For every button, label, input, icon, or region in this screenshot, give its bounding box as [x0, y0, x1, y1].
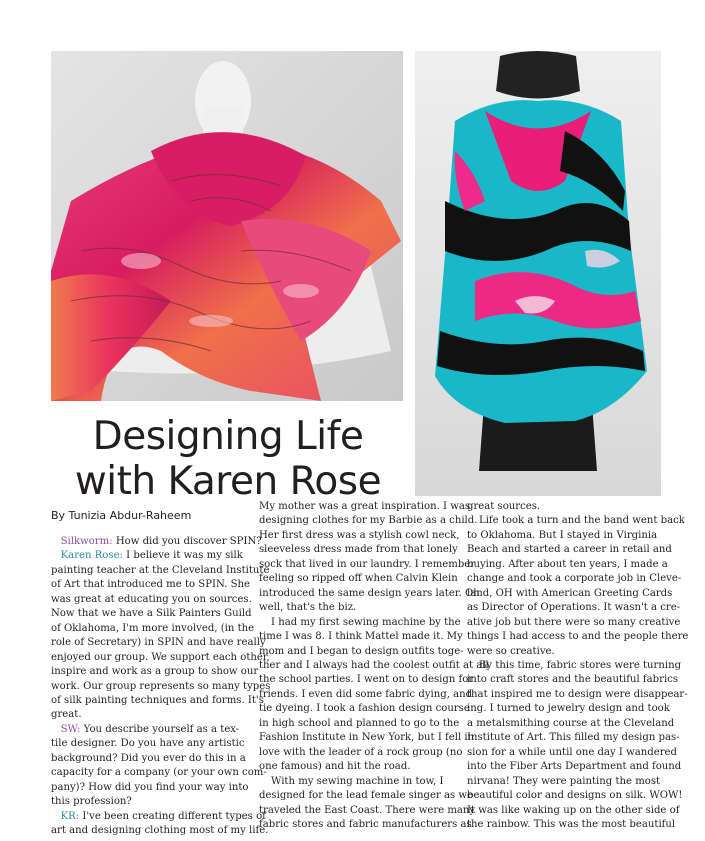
text-line: Institute of Art. This filled my design pas-	[467, 732, 680, 744]
text-line: Life took a turn and the band went back	[479, 515, 685, 527]
text-line: things I had access to and the people there	[467, 631, 689, 643]
text-line: capacity for a company (or your own com-	[51, 767, 267, 779]
byline: By Tunizia Abdur-Raheem	[51, 509, 192, 522]
text-line: pany)? How did you find your way into	[51, 781, 249, 793]
article-column-1	[51, 535, 271, 839]
top-illustration	[415, 51, 661, 496]
article-column-2	[259, 500, 489, 832]
text-line: into the Fiber Arts Department and found	[467, 761, 682, 773]
text-line: nirvana! They were painting the most	[467, 775, 661, 787]
text-line: beautiful color and designs on silk. WOW!	[467, 790, 683, 802]
text-line: buying. After about ten years, I made a	[467, 558, 668, 570]
text-line: well, that's the biz.	[259, 602, 357, 614]
article-column-3	[467, 500, 689, 832]
text-line: sion for a while until one day I wandered	[467, 746, 677, 758]
text-line	[51, 810, 266, 824]
text-line: to Oklahoma. But I stayed in Virginia	[467, 529, 658, 541]
text-line: ther and I always had the coolest outfit at all	[259, 659, 489, 671]
text-line: sock that lived in our laundry. I remember	[259, 558, 476, 570]
text-line: Beach and started a career in retail and	[467, 544, 672, 556]
text-line: of Art that introduced me to SPIN. She	[51, 579, 250, 591]
text-run: How did you discover SPIN?	[112, 536, 262, 547]
text-line: in high school and planned to go to the	[259, 717, 460, 729]
text-line: the school parties. I went on to design for	[259, 674, 474, 686]
text-line: work. Our group represents so many types	[51, 680, 271, 692]
scarf-illustration	[51, 51, 403, 401]
text-line: feeling so ripped off when Calvin Klein	[259, 573, 458, 585]
speaker-label: SW:	[60, 723, 81, 735]
title-line-1: Designing Life	[92, 414, 364, 459]
text-line: love with the leader of a rock group (no	[259, 746, 463, 758]
text-line: designed for the lead female singer as we	[259, 790, 474, 802]
text-line: of silk painting techniques and forms. It's	[51, 694, 264, 706]
text-line: great sources.	[467, 501, 541, 512]
text-line: By this time, fabric stores were turning	[479, 659, 682, 671]
text-line: change and took a corporate job in Cleve-	[467, 573, 682, 585]
text-line: designing clothes for my Barbie as a child.	[259, 515, 478, 527]
text-line: I had my first sewing machine by the	[271, 616, 461, 628]
speaker-label: Karen Rose:	[60, 550, 123, 562]
text-line: painting teacher at the Cleveland Institute	[51, 564, 270, 576]
text-line: Her first dress was a stylish cowl neck,	[259, 529, 460, 541]
article-title	[52, 414, 404, 504]
text-line: Fashion Institute in New York, but I fell in	[259, 732, 475, 744]
text-line: ative job but there were so many creative	[467, 616, 681, 628]
text-line: that inspired me to design were disappear-	[467, 688, 688, 700]
text-line: tile designer. Do you have any artistic	[51, 738, 245, 750]
text-line: was great at educating you on sources.	[51, 593, 252, 605]
text-line: time I was 8. I think Mattel made it. My	[259, 631, 463, 643]
text-line: mom and I began to design outfits toge-	[259, 645, 464, 657]
text-line: were so creative.	[467, 645, 555, 657]
text-line: of Oklahoma, I'm more involved, (in the	[51, 622, 255, 634]
speaker-label: KR:	[60, 810, 80, 822]
text-line: introduced the same design years later. Oh	[259, 587, 480, 599]
text-line: friends. I even did some fabric dying, and	[259, 688, 473, 700]
text-line: ing. I turned to jewelry design and took	[467, 703, 670, 715]
text-line: as Director of Operations. It wasn't a cre-	[467, 602, 681, 614]
text-line: great.	[51, 709, 82, 721]
text-line: the rainbow. This was the most beautiful	[467, 818, 676, 830]
text-line: role of Secretary) in SPIN and have really	[51, 637, 266, 649]
text-line	[51, 535, 262, 549]
text-line: Now that we have a Silk Painters Guild	[51, 608, 252, 620]
text-line: this profession?	[51, 796, 132, 808]
text-line: one famous) and hit the road.	[259, 761, 411, 773]
text-line: sleeveless dress made from that lonely	[259, 544, 458, 556]
top-photo	[415, 51, 661, 496]
text-line: My mother was a great inspiration. I was	[259, 501, 471, 512]
text-line: a metalsmithing course at the Cleveland	[467, 717, 675, 729]
text-line: land, OH with American Greeting Cards	[467, 587, 673, 599]
text-line	[51, 549, 251, 563]
text-line: It was like waking up on the other side of	[467, 804, 680, 816]
scarf-photo	[51, 51, 403, 401]
title-line-2: with Karen Rose	[74, 459, 382, 504]
text-run: I believe it was my silk	[122, 550, 243, 562]
text-line: art and designing clothing most of my life.	[51, 825, 269, 837]
text-run: I've been creating different types of	[79, 810, 266, 822]
text-line	[51, 723, 251, 737]
text-line: tie dyeing. I took a fashion design course	[259, 703, 470, 715]
text-line: With my sewing machine in tow, I	[271, 775, 444, 787]
text-line: enjoyed our group. We support each other,	[51, 651, 270, 663]
text-run: You describe yourself as a tex-	[80, 723, 240, 735]
text-line: background? Did you ever do this in a	[51, 752, 246, 764]
text-line: traveled the East Coast. There were many	[259, 804, 476, 816]
text-line: inspire and work as a group to show our	[51, 666, 259, 678]
text-line: fabric stores and fabric manufacturers as	[259, 818, 472, 830]
text-line: into craft stores and the beautiful fabrics	[467, 674, 679, 686]
speaker-label: Silkworm:	[60, 536, 113, 547]
